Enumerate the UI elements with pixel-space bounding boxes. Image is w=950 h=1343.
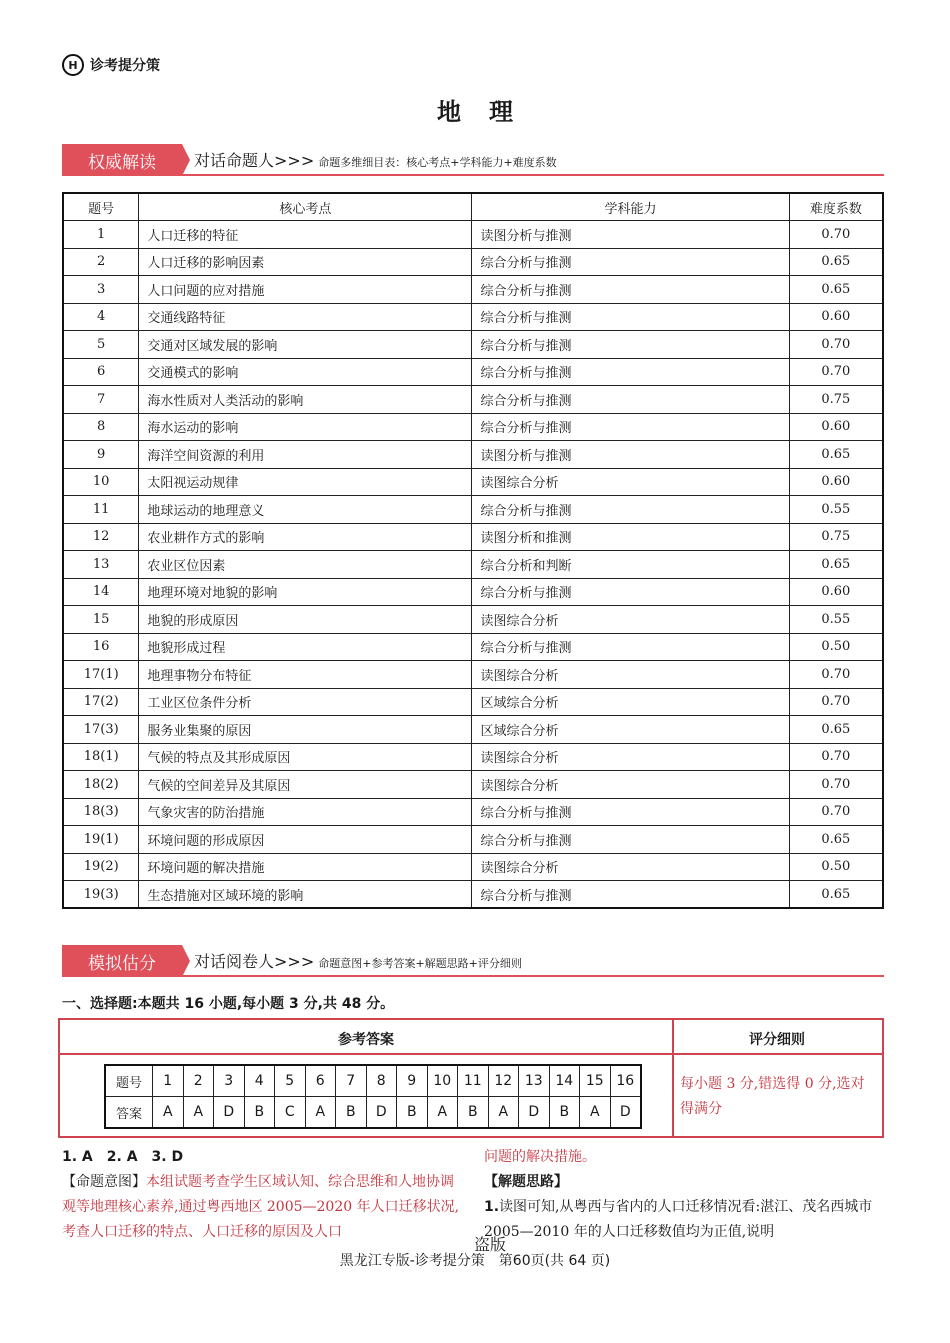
cell-number: 7 bbox=[63, 386, 139, 414]
section-heading bbox=[194, 949, 522, 972]
cell-difficulty: 0.75 bbox=[789, 386, 883, 414]
cell-difficulty: 0.70 bbox=[789, 688, 883, 716]
intent-label: 【命题意图】 bbox=[62, 1174, 146, 1190]
intent-text: 本组试题考查学生区域认知、综合思维和人地协调观等地理核心素养,通过粤西地区 2005—2020 年人口迁移状况,考查人口迁移的特点、人口迁移的原因及人口 bbox=[62, 1174, 460, 1240]
cell-topic: 环境问题的解决措施 bbox=[139, 853, 472, 881]
section-header-authority bbox=[62, 144, 884, 176]
explanation-right-column bbox=[484, 1145, 884, 1245]
cell-number: 5 bbox=[63, 331, 139, 359]
cell-difficulty: 0.55 bbox=[789, 496, 883, 524]
page-footer: 黑龙江专版-诊考提分策 第60页(共 64 页) bbox=[339, 1253, 611, 1269]
table-row bbox=[63, 303, 883, 331]
table-row bbox=[63, 716, 883, 744]
cell-ability: 读图分析和推测 bbox=[472, 523, 789, 551]
section-underline bbox=[182, 174, 884, 176]
cell-number: 15 bbox=[63, 606, 139, 634]
question-number-cell: 16 bbox=[610, 1065, 641, 1097]
cell-number: 12 bbox=[63, 523, 139, 551]
header-topic: 核心考点 bbox=[139, 193, 472, 221]
cell-number: 18(1) bbox=[63, 743, 139, 771]
piracy-stamp: 盗版 bbox=[474, 1235, 507, 1254]
cell-difficulty: 0.70 bbox=[789, 798, 883, 826]
cell-number: 2 bbox=[63, 248, 139, 276]
cell-number: 13 bbox=[63, 551, 139, 579]
cell-difficulty: 0.55 bbox=[789, 606, 883, 634]
cell-ability: 综合分析与推测 bbox=[472, 358, 789, 386]
section-heading-text: 对话阅卷人>>> bbox=[194, 952, 315, 971]
approach-paragraph bbox=[484, 1195, 884, 1245]
cell-difficulty: 0.65 bbox=[789, 441, 883, 469]
cell-number: 19(2) bbox=[63, 853, 139, 881]
cell-topic: 人口问题的应对措施 bbox=[139, 276, 472, 304]
cell-difficulty: 0.70 bbox=[789, 221, 883, 249]
cell-ability: 综合分析与推测 bbox=[472, 386, 789, 414]
question-number-cell: 15 bbox=[580, 1065, 611, 1097]
cell-number: 14 bbox=[63, 578, 139, 606]
cell-topic: 地貌的形成原因 bbox=[139, 606, 472, 634]
cell-topic: 人口迁移的特征 bbox=[139, 221, 472, 249]
cell-number: 19(1) bbox=[63, 826, 139, 854]
question-number-cell: 13 bbox=[519, 1065, 550, 1097]
section-subheading: 命题多维细目表：核心考点+学科能力+难度系数 bbox=[318, 156, 557, 169]
question-number-cell: 14 bbox=[549, 1065, 580, 1097]
cell-ability: 读图分析与推测 bbox=[472, 221, 789, 249]
answer-cell: B bbox=[244, 1097, 275, 1129]
scoring-rule-header: 评分细则 bbox=[749, 1032, 805, 1048]
cell-number: 9 bbox=[63, 441, 139, 469]
approach-label: 【解题思路】 bbox=[484, 1174, 568, 1190]
brand-logo bbox=[62, 54, 160, 76]
question-number-cell: 3 bbox=[214, 1065, 245, 1097]
cell-topic: 太阳视运动规律 bbox=[139, 468, 472, 496]
cell-ability: 综合分析与推测 bbox=[472, 413, 789, 441]
cell-topic: 海洋空间资源的利用 bbox=[139, 441, 472, 469]
cell-ability: 读图综合分析 bbox=[472, 606, 789, 634]
cell-number: 4 bbox=[63, 303, 139, 331]
cell-number: 19(3) bbox=[63, 881, 139, 909]
table-row bbox=[63, 798, 883, 826]
table-row bbox=[63, 578, 883, 606]
table-row bbox=[63, 606, 883, 634]
question-number-cell: 11 bbox=[458, 1065, 489, 1097]
question-number-cell: 2 bbox=[183, 1065, 214, 1097]
cell-difficulty: 0.65 bbox=[789, 551, 883, 579]
question-number-cell: 8 bbox=[366, 1065, 397, 1097]
box-divider bbox=[60, 1053, 882, 1055]
cell-ability: 读图综合分析 bbox=[472, 661, 789, 689]
header-number: 题号 bbox=[63, 193, 139, 221]
answer-cell: D bbox=[214, 1097, 245, 1129]
cell-difficulty: 0.60 bbox=[789, 303, 883, 331]
answer-cell: B bbox=[458, 1097, 489, 1129]
page-title: 地理 bbox=[437, 98, 541, 126]
cell-topic: 地球运动的地理意义 bbox=[139, 496, 472, 524]
cell-topic: 交通对区域发展的影响 bbox=[139, 331, 472, 359]
section-tag: 模拟估分 bbox=[62, 945, 182, 977]
table-row bbox=[63, 523, 883, 551]
answer-cell: D bbox=[519, 1097, 550, 1129]
table-row bbox=[63, 881, 883, 909]
cell-number: 17(3) bbox=[63, 716, 139, 744]
answer-cell: B bbox=[549, 1097, 580, 1129]
cell-ability: 综合分析与推测 bbox=[472, 248, 789, 276]
cell-difficulty: 0.60 bbox=[789, 578, 883, 606]
question-number-cell: 4 bbox=[244, 1065, 275, 1097]
logo-icon: H bbox=[62, 54, 84, 76]
table-row bbox=[63, 441, 883, 469]
cell-difficulty: 0.65 bbox=[789, 826, 883, 854]
cell-topic: 农业区位因素 bbox=[139, 551, 472, 579]
table-row bbox=[63, 743, 883, 771]
approach-number: 1. bbox=[484, 1199, 500, 1215]
cell-difficulty: 0.70 bbox=[789, 331, 883, 359]
cell-number: 10 bbox=[63, 468, 139, 496]
question-number-cell: 9 bbox=[397, 1065, 428, 1097]
cell-difficulty: 0.50 bbox=[789, 633, 883, 661]
answer-cell: A bbox=[153, 1097, 184, 1129]
cell-difficulty: 0.65 bbox=[789, 881, 883, 909]
cell-topic: 海水运动的影响 bbox=[139, 413, 472, 441]
cell-topic: 气象灾害的防治措施 bbox=[139, 798, 472, 826]
table-row bbox=[63, 248, 883, 276]
cell-ability: 综合分析与推测 bbox=[472, 881, 789, 909]
answer-box bbox=[58, 1018, 884, 1138]
table-row bbox=[63, 661, 883, 689]
answer-cell: A bbox=[183, 1097, 214, 1129]
cell-topic: 交通线路特征 bbox=[139, 303, 472, 331]
cell-difficulty: 0.70 bbox=[789, 358, 883, 386]
cell-difficulty: 0.70 bbox=[789, 771, 883, 799]
cell-number: 18(3) bbox=[63, 798, 139, 826]
row-label: 题号 bbox=[105, 1065, 153, 1097]
cell-difficulty: 0.60 bbox=[789, 468, 883, 496]
cell-ability: 综合分析与推测 bbox=[472, 303, 789, 331]
row-label: 答案 bbox=[105, 1097, 153, 1129]
cell-difficulty: 0.70 bbox=[789, 743, 883, 771]
answer-cell: D bbox=[610, 1097, 641, 1129]
header-ability: 学科能力 bbox=[472, 193, 789, 221]
question-number-cell: 7 bbox=[336, 1065, 367, 1097]
cell-number: 17(1) bbox=[63, 661, 139, 689]
mc-section-heading: 一、选择题:本题共 16 小题,每小题 3 分,共 48 分。 bbox=[62, 996, 395, 1012]
table-row bbox=[63, 276, 883, 304]
continued-text: 问题的解决措施。 bbox=[484, 1149, 596, 1165]
cell-number: 6 bbox=[63, 358, 139, 386]
cell-number: 18(2) bbox=[63, 771, 139, 799]
cell-ability: 综合分析与推测 bbox=[472, 496, 789, 524]
section-tag: 权威解读 bbox=[62, 144, 182, 176]
table-row bbox=[63, 413, 883, 441]
cell-number: 3 bbox=[63, 276, 139, 304]
table-row bbox=[63, 468, 883, 496]
answer-number-row bbox=[105, 1065, 641, 1097]
section-heading-text: 对话命题人>>> bbox=[194, 151, 315, 170]
table-row bbox=[63, 221, 883, 249]
scoring-rule-text: 每小题 3 分,错选得 0 分,选对得满分 bbox=[680, 1076, 865, 1117]
table-header-row bbox=[63, 193, 883, 221]
header-difficulty: 难度系数 bbox=[789, 193, 883, 221]
cell-topic: 气候的空间差异及其原因 bbox=[139, 771, 472, 799]
explanation-left-column bbox=[62, 1145, 462, 1245]
section-heading bbox=[194, 148, 557, 171]
cell-topic: 气候的特点及其形成原因 bbox=[139, 743, 472, 771]
cell-ability: 综合分析与推测 bbox=[472, 331, 789, 359]
table-row bbox=[63, 331, 883, 359]
answer-cell: C bbox=[275, 1097, 306, 1129]
cell-ability: 综合分析与推测 bbox=[472, 578, 789, 606]
intent-paragraph bbox=[62, 1170, 462, 1245]
cell-topic: 农业耕作方式的影响 bbox=[139, 523, 472, 551]
cell-ability: 读图综合分析 bbox=[472, 743, 789, 771]
cell-difficulty: 0.75 bbox=[789, 523, 883, 551]
cell-number: 11 bbox=[63, 496, 139, 524]
cell-ability: 读图综合分析 bbox=[472, 468, 789, 496]
cell-ability: 综合分析与推测 bbox=[472, 826, 789, 854]
cell-ability: 综合分析与推测 bbox=[472, 798, 789, 826]
answer-cell: B bbox=[397, 1097, 428, 1129]
answer-value-row bbox=[105, 1097, 641, 1129]
table-row bbox=[63, 496, 883, 524]
cell-topic: 地理事物分布特征 bbox=[139, 661, 472, 689]
cell-ability: 读图分析与推测 bbox=[472, 441, 789, 469]
answer-cell: A bbox=[305, 1097, 336, 1129]
question-number-cell: 6 bbox=[305, 1065, 336, 1097]
cell-difficulty: 0.50 bbox=[789, 853, 883, 881]
section-header-estimate bbox=[62, 945, 884, 977]
answer-cell: D bbox=[366, 1097, 397, 1129]
cell-ability: 读图综合分析 bbox=[472, 771, 789, 799]
section-underline bbox=[182, 975, 884, 977]
reference-answer-header: 参考答案 bbox=[338, 1032, 394, 1048]
cell-topic: 地理环境对地貌的影响 bbox=[139, 578, 472, 606]
question-number-cell: 1 bbox=[153, 1065, 184, 1097]
table-row bbox=[63, 633, 883, 661]
cell-ability: 综合分析和判断 bbox=[472, 551, 789, 579]
answer-table bbox=[104, 1064, 642, 1129]
cell-topic: 服务业集聚的原因 bbox=[139, 716, 472, 744]
question-number-cell: 10 bbox=[427, 1065, 458, 1097]
cell-number: 17(2) bbox=[63, 688, 139, 716]
cell-topic: 地貌形成过程 bbox=[139, 633, 472, 661]
cell-number: 16 bbox=[63, 633, 139, 661]
section-subheading: 命题意图+参考答案+解题思路+评分细则 bbox=[318, 957, 522, 970]
cell-topic: 生态措施对区域环境的影响 bbox=[139, 881, 472, 909]
cell-topic: 工业区位条件分析 bbox=[139, 688, 472, 716]
cell-difficulty: 0.65 bbox=[789, 716, 883, 744]
answer-cell: A bbox=[427, 1097, 458, 1129]
table-row bbox=[63, 853, 883, 881]
cell-difficulty: 0.70 bbox=[789, 661, 883, 689]
cell-topic: 交通模式的影响 bbox=[139, 358, 472, 386]
cell-topic: 海水性质对人类活动的影响 bbox=[139, 386, 472, 414]
table-row bbox=[63, 688, 883, 716]
cell-topic: 环境问题的形成原因 bbox=[139, 826, 472, 854]
answer-cell: A bbox=[488, 1097, 519, 1129]
question-number-cell: 12 bbox=[488, 1065, 519, 1097]
cell-number: 8 bbox=[63, 413, 139, 441]
cell-topic: 人口迁移的影响因素 bbox=[139, 248, 472, 276]
answers-line: 1. A 2. A 3. D bbox=[62, 1149, 184, 1165]
cell-ability: 综合分析与推测 bbox=[472, 633, 789, 661]
brand-name: 诊考提分策 bbox=[90, 58, 160, 74]
cell-difficulty: 0.60 bbox=[789, 413, 883, 441]
cell-difficulty: 0.65 bbox=[789, 276, 883, 304]
approach-text: 读图可知,从粤西与省内的人口迁移情况看:湛江、茂名西城市 2005—2010 年的人口迁移数值均为正值,说明 bbox=[484, 1199, 873, 1240]
cell-ability: 区域综合分析 bbox=[472, 716, 789, 744]
answer-cell: A bbox=[580, 1097, 611, 1129]
table-row bbox=[63, 771, 883, 799]
core-topic-table bbox=[62, 192, 884, 909]
table-row bbox=[63, 386, 883, 414]
answer-cell: B bbox=[336, 1097, 367, 1129]
cell-ability: 区域综合分析 bbox=[472, 688, 789, 716]
cell-ability: 综合分析与推测 bbox=[472, 276, 789, 304]
cell-number: 1 bbox=[63, 221, 139, 249]
table-row bbox=[63, 358, 883, 386]
cell-difficulty: 0.65 bbox=[789, 248, 883, 276]
question-number-cell: 5 bbox=[275, 1065, 306, 1097]
table-row bbox=[63, 826, 883, 854]
table-row bbox=[63, 551, 883, 579]
cell-ability: 读图综合分析 bbox=[472, 853, 789, 881]
